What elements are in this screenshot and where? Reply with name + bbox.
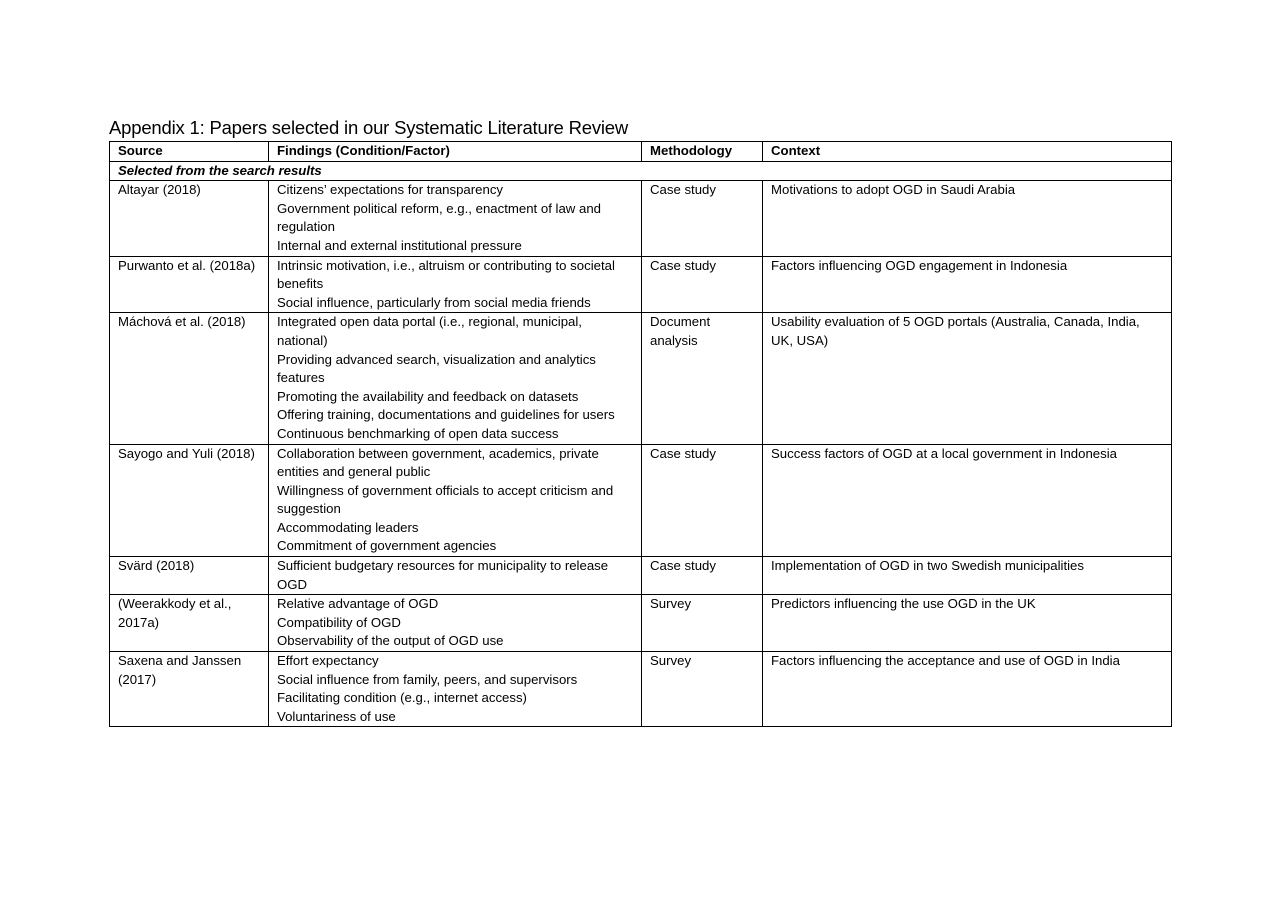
cell-methodology: Case study xyxy=(642,256,763,313)
table-row xyxy=(110,595,1172,652)
finding-item: Accommodating leaders xyxy=(277,519,419,535)
table-row xyxy=(110,256,1172,313)
cell-methodology: Survey xyxy=(642,652,763,727)
cell-source: Sayogo and Yuli (2018) xyxy=(110,444,269,557)
table-row xyxy=(110,652,1172,727)
finding-item: Effort expectancy xyxy=(277,653,379,669)
finding-item: Facilitating condition (e.g., internet access) xyxy=(277,690,527,706)
finding-item: Citizens’ expectations for transparency xyxy=(277,182,504,198)
papers-table xyxy=(109,141,1172,727)
section-row xyxy=(110,161,1172,181)
cell-context: Motivations to adopt OGD in Saudi Arabia xyxy=(763,181,1172,256)
table-header-row xyxy=(110,142,1172,162)
finding-item: Voluntariness of use xyxy=(277,708,396,724)
cell-source: Altayar (2018) xyxy=(110,181,269,256)
cell-findings xyxy=(269,595,642,652)
cell-source: (Weerakkody et al., 2017a) xyxy=(110,595,269,652)
table-row xyxy=(110,444,1172,557)
table-row xyxy=(110,557,1172,595)
cell-context: Implementation of OGD in two Swedish municipalities xyxy=(763,557,1172,595)
cell-context: Usability evaluation of 5 OGD portals (Australia, Canada, India, UK, USA) xyxy=(763,313,1172,444)
cell-methodology: Survey xyxy=(642,595,763,652)
cell-methodology: Case study xyxy=(642,557,763,595)
cell-methodology: Case study xyxy=(642,444,763,557)
table-row xyxy=(110,181,1172,256)
finding-item: Commitment of government agencies xyxy=(277,538,497,554)
cell-source: Saxena and Janssen (2017) xyxy=(110,652,269,727)
finding-item: Observability of the output of OGD use xyxy=(277,633,504,649)
cell-context: Factors influencing the acceptance and use of OGD in India xyxy=(763,652,1172,727)
cell-findings xyxy=(269,313,642,444)
header-context: Context xyxy=(763,142,1172,162)
finding-item: Intrinsic motivation, i.e., altruism or contributing to societal benefits xyxy=(277,257,615,292)
finding-item: Internal and external institutional pressure xyxy=(277,237,522,253)
cell-methodology: Case study xyxy=(642,181,763,256)
cell-methodology: Document analysis xyxy=(642,313,763,444)
appendix-title: Appendix 1: Papers selected in our Systematic Literature Review xyxy=(109,117,629,138)
cell-context: Success factors of OGD at a local government in Indonesia xyxy=(763,444,1172,557)
cell-findings xyxy=(269,652,642,727)
header-methodology: Methodology xyxy=(642,142,763,162)
cell-findings xyxy=(269,444,642,557)
section-label: Selected from the search results xyxy=(110,161,1172,181)
cell-findings xyxy=(269,181,642,256)
document-page xyxy=(109,117,1171,727)
finding-item: Sufficient budgetary resources for municipality to release OGD xyxy=(277,558,609,592)
finding-item: Social influence, particularly from social media friends xyxy=(277,294,591,310)
header-findings: Findings (Condition/Factor) xyxy=(269,142,642,162)
cell-findings xyxy=(269,256,642,313)
cell-source: Svärd (2018) xyxy=(110,557,269,595)
cell-source: Purwanto et al. (2018a) xyxy=(110,256,269,313)
header-source: Source xyxy=(110,142,269,162)
finding-item: Relative advantage of OGD xyxy=(277,596,439,612)
finding-item: Collaboration between government, academics, private entities and general public xyxy=(277,445,599,480)
finding-item: Promoting the availability and feedback on datasets xyxy=(277,388,579,404)
finding-item: Social influence from family, peers, and supervisors xyxy=(277,671,578,687)
finding-item: Government political reform, e.g., enactment of law and regulation xyxy=(277,200,601,235)
finding-item: Continuous benchmarking of open data success xyxy=(277,425,559,441)
finding-item: Providing advanced search, visualization and analytics features xyxy=(277,351,596,386)
finding-item: Compatibility of OGD xyxy=(277,614,401,630)
cell-context: Factors influencing OGD engagement in Indonesia xyxy=(763,256,1172,313)
finding-item: Willingness of government officials to accept criticism and suggestion xyxy=(277,482,614,517)
finding-item: Integrated open data portal (i.e., regional, municipal, national) xyxy=(277,314,582,348)
cell-source: Máchová et al. (2018) xyxy=(110,313,269,444)
finding-item: Offering training, documentations and guidelines for users xyxy=(277,407,615,423)
cell-context: Predictors influencing the use OGD in the UK xyxy=(763,595,1172,652)
cell-findings xyxy=(269,557,642,595)
table-row xyxy=(110,313,1172,444)
